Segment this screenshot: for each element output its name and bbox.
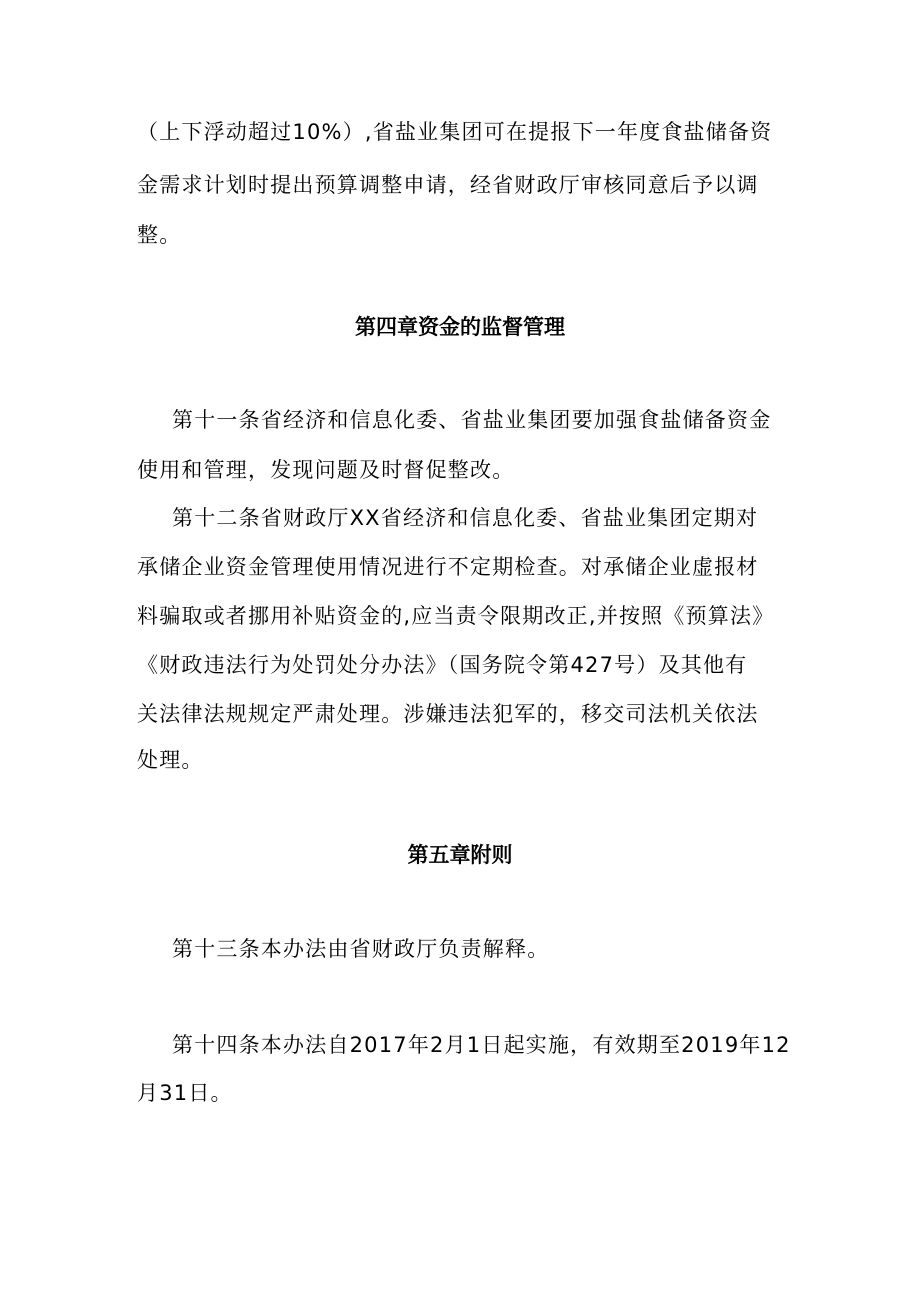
paragraph-line: 整。 (137, 223, 182, 247)
article-line: 第十二条省财政厅XX省经济和信息化委、省盐业集团定期对 (172, 506, 759, 530)
article-line: 《财政违法行为处罚处分办法》（国务院令第427号）及其他有 (137, 653, 748, 677)
article-line: 使用和管理，发现问题及时督促整改。 (137, 458, 515, 482)
article-line: 第十一条省经济和信息化委、省盐业集团要加强食盐储备资金 (172, 408, 772, 432)
paragraph-line: 金需求计划时提出预算调整申请，经省财政厅审核同意后予以调 (137, 173, 759, 197)
article-line: 料骗取或者挪用补贴资金的,应当责令限期改正,并按照《预算法》 (137, 604, 775, 628)
chapter-heading: 第五章附则 (407, 843, 513, 867)
article-line: 处理。 (137, 748, 204, 772)
article-line: 第十三条本办法由省财政厅负责解释。 (172, 937, 550, 961)
chapter-heading: 第四章资金的监督管理 (355, 315, 565, 339)
article-line: 月31日。 (137, 1081, 233, 1105)
article-line: 承储企业资金管理使用情况进行不定期检查。对承储企业虚报材 (137, 555, 759, 579)
article-line: 第十四条本办法自2017年2月1日起实施，有效期至2019年12 (172, 1033, 791, 1057)
article-line: 关法律法规规定严肃处理。涉嫌违法犯军的，移交司法机关依法 (137, 702, 759, 726)
paragraph-line: （上下浮动超过10%）,省盐业集团可在提报下一年度食盐储备资 (137, 120, 773, 144)
